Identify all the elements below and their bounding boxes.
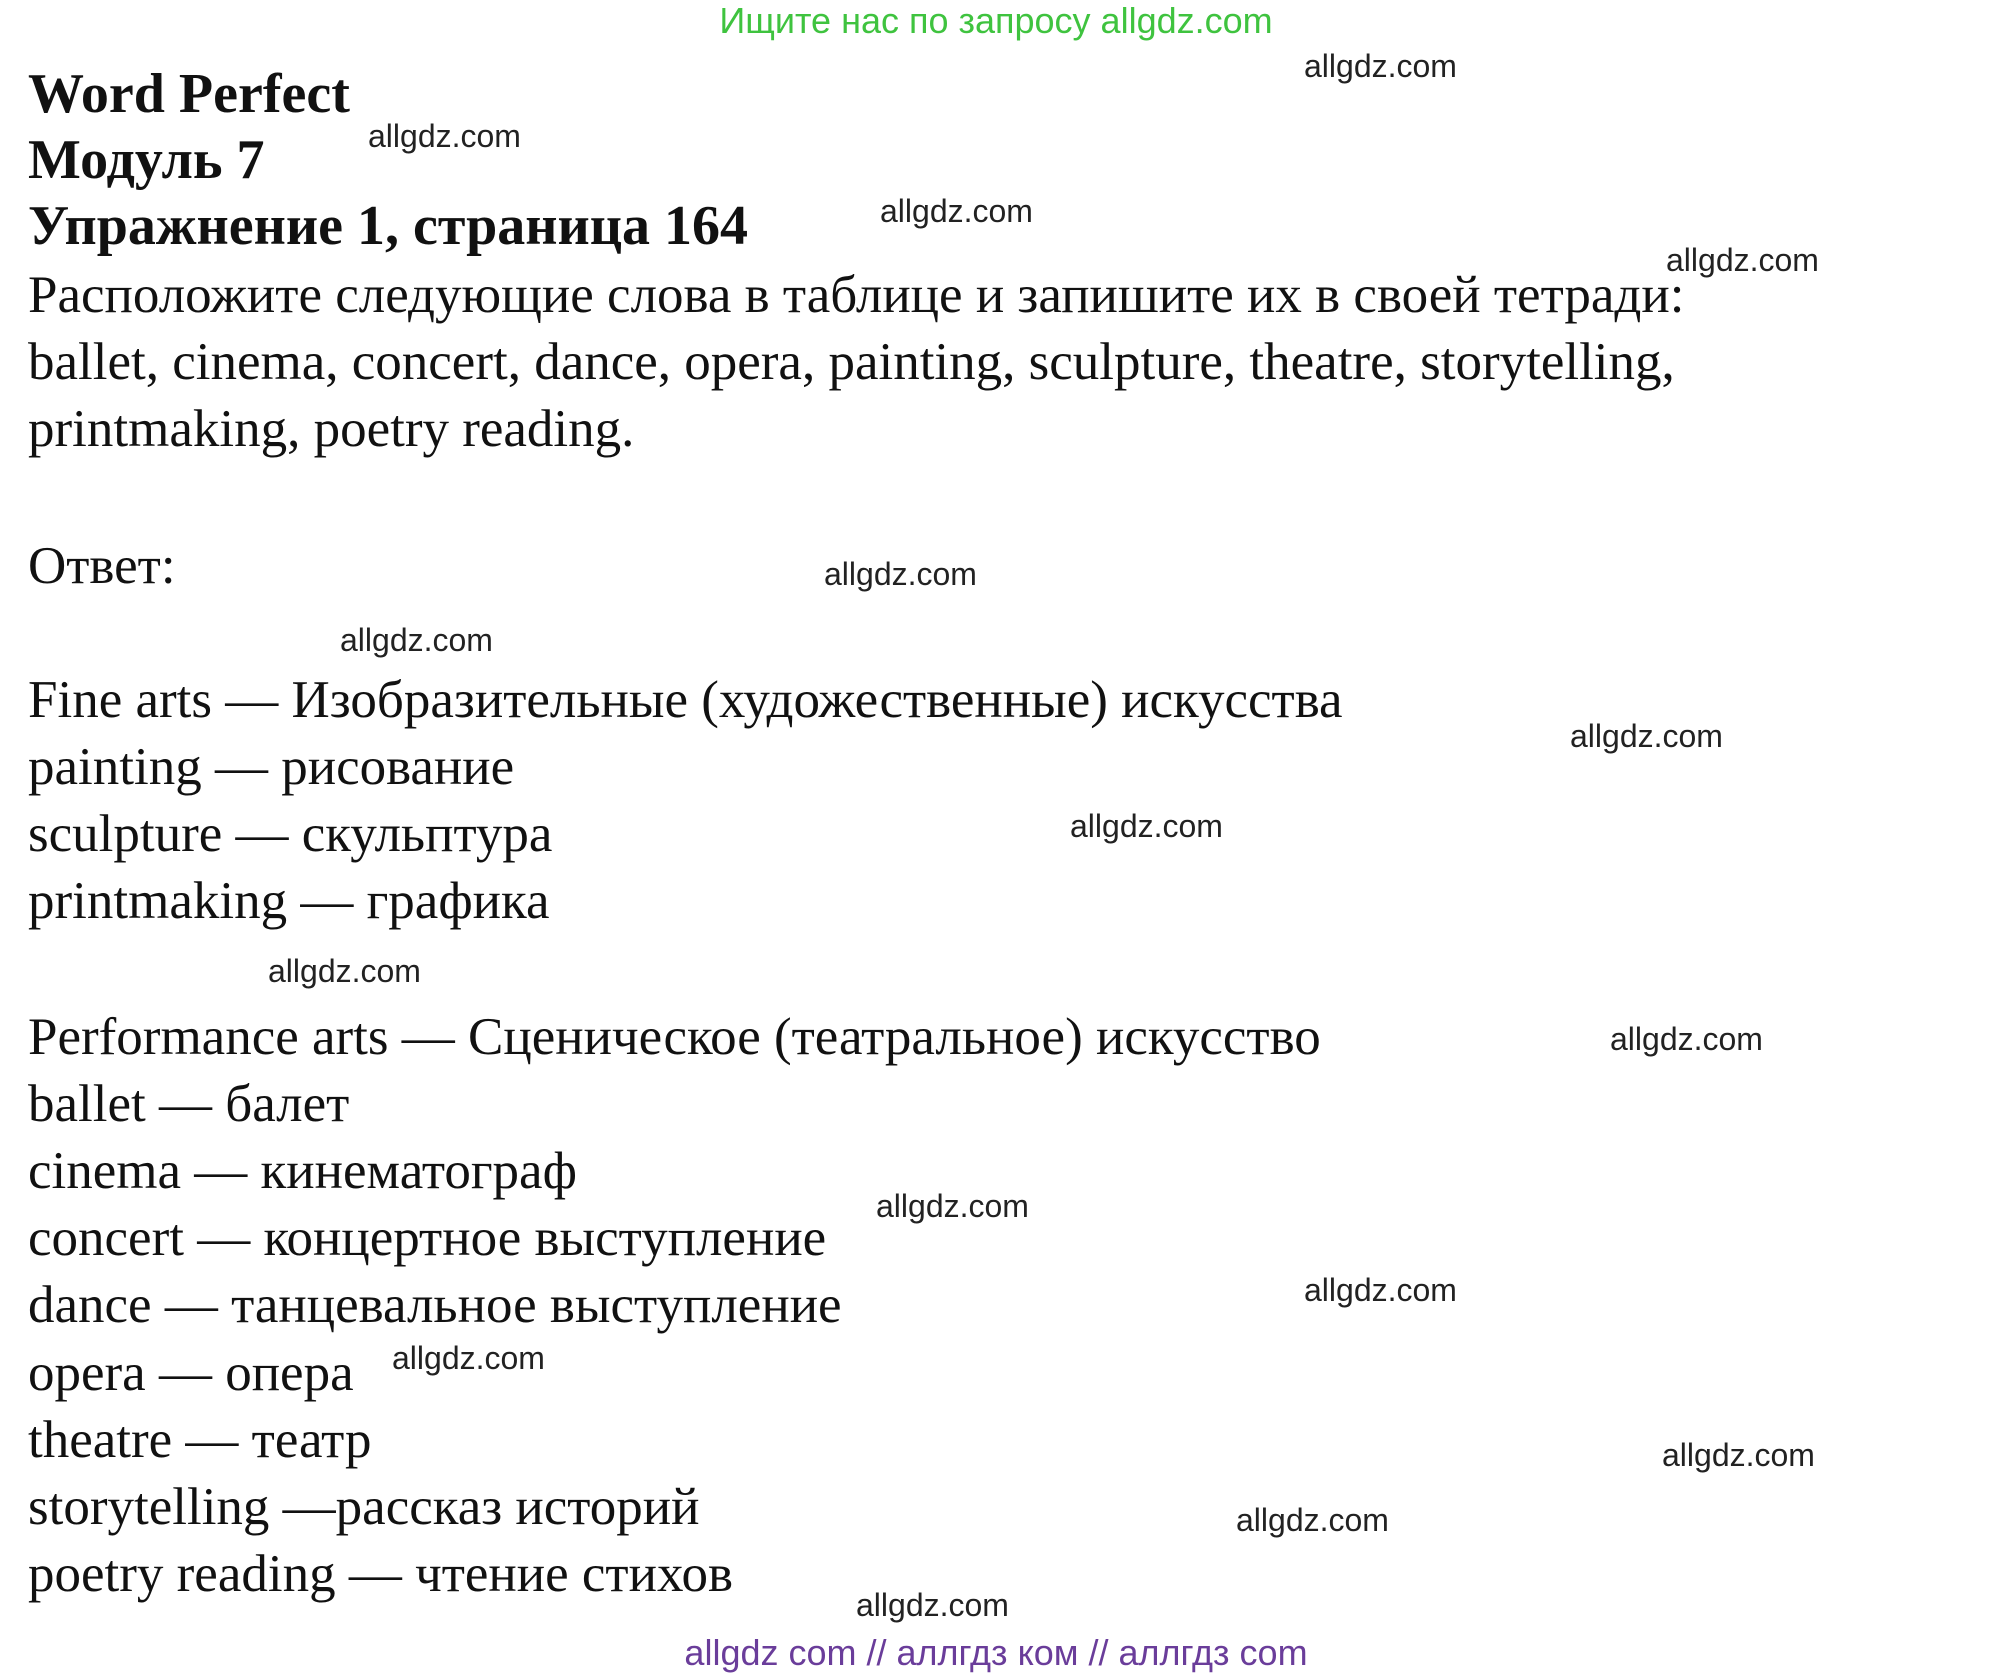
list-item: ballet — балет (28, 1075, 350, 1133)
watermark: allgdz.com (856, 1587, 1009, 1623)
list-item: cinema — кинематограф (28, 1142, 577, 1200)
watermark: allgdz.com (1070, 808, 1223, 844)
list-item: concert — концертное выступление (28, 1209, 827, 1267)
list-item: painting — рисование (28, 738, 515, 796)
list-item: opera — опера (28, 1344, 354, 1402)
watermark: allgdz.com (876, 1188, 1029, 1224)
watermark: allgdz.com (1304, 48, 1457, 84)
list-item: sculpture — скульптура (28, 805, 553, 863)
watermark: allgdz.com (824, 556, 977, 592)
list-item: poetry reading — чтение стихов (28, 1545, 733, 1603)
list-item: dance — танцевальное выступление (28, 1276, 842, 1334)
task-line-3: printmaking, poetry reading. (28, 400, 635, 458)
watermark: allgdz.com (1236, 1502, 1389, 1538)
bottom-site-banner: allgdz com // аллгдз ком // аллгдз com (684, 1632, 1308, 1673)
watermark: allgdz.com (392, 1340, 545, 1376)
watermark: allgdz.com (1666, 242, 1819, 278)
module-heading: Модуль 7 (28, 129, 265, 191)
watermark: allgdz.com (880, 193, 1033, 229)
fine-arts-heading: Fine arts — Изобразительные (художественные) искусства (28, 671, 1343, 729)
answer-label: Ответ: (28, 537, 176, 595)
top-search-banner: Ищите нас по запросу allgdz.com (719, 0, 1273, 41)
watermark: allgdz.com (340, 622, 493, 658)
task-line-1: Расположите следующие слова в таблице и запишите их в своей тетради: (28, 266, 1685, 324)
list-item: theatre — театр (28, 1411, 372, 1469)
watermark: allgdz.com (1662, 1437, 1815, 1473)
exercise-heading: Упражнение 1, страница 164 (28, 195, 749, 257)
watermark: allgdz.com (1304, 1272, 1457, 1308)
list-item: printmaking — графика (28, 872, 550, 930)
watermark: allgdz.com (1610, 1021, 1763, 1057)
watermark: allgdz.com (268, 953, 421, 989)
list-item: storytelling —рассказ историй (28, 1478, 700, 1536)
task-line-2: ballet, cinema, concert, dance, opera, painting, sculpture, theatre, storytelling, (28, 333, 1675, 391)
performance-arts-heading: Performance arts — Сценическое (театральное) искусство (28, 1008, 1321, 1066)
book-title: Word Perfect (28, 63, 350, 125)
watermark: allgdz.com (368, 118, 521, 154)
watermark: allgdz.com (1570, 718, 1723, 754)
